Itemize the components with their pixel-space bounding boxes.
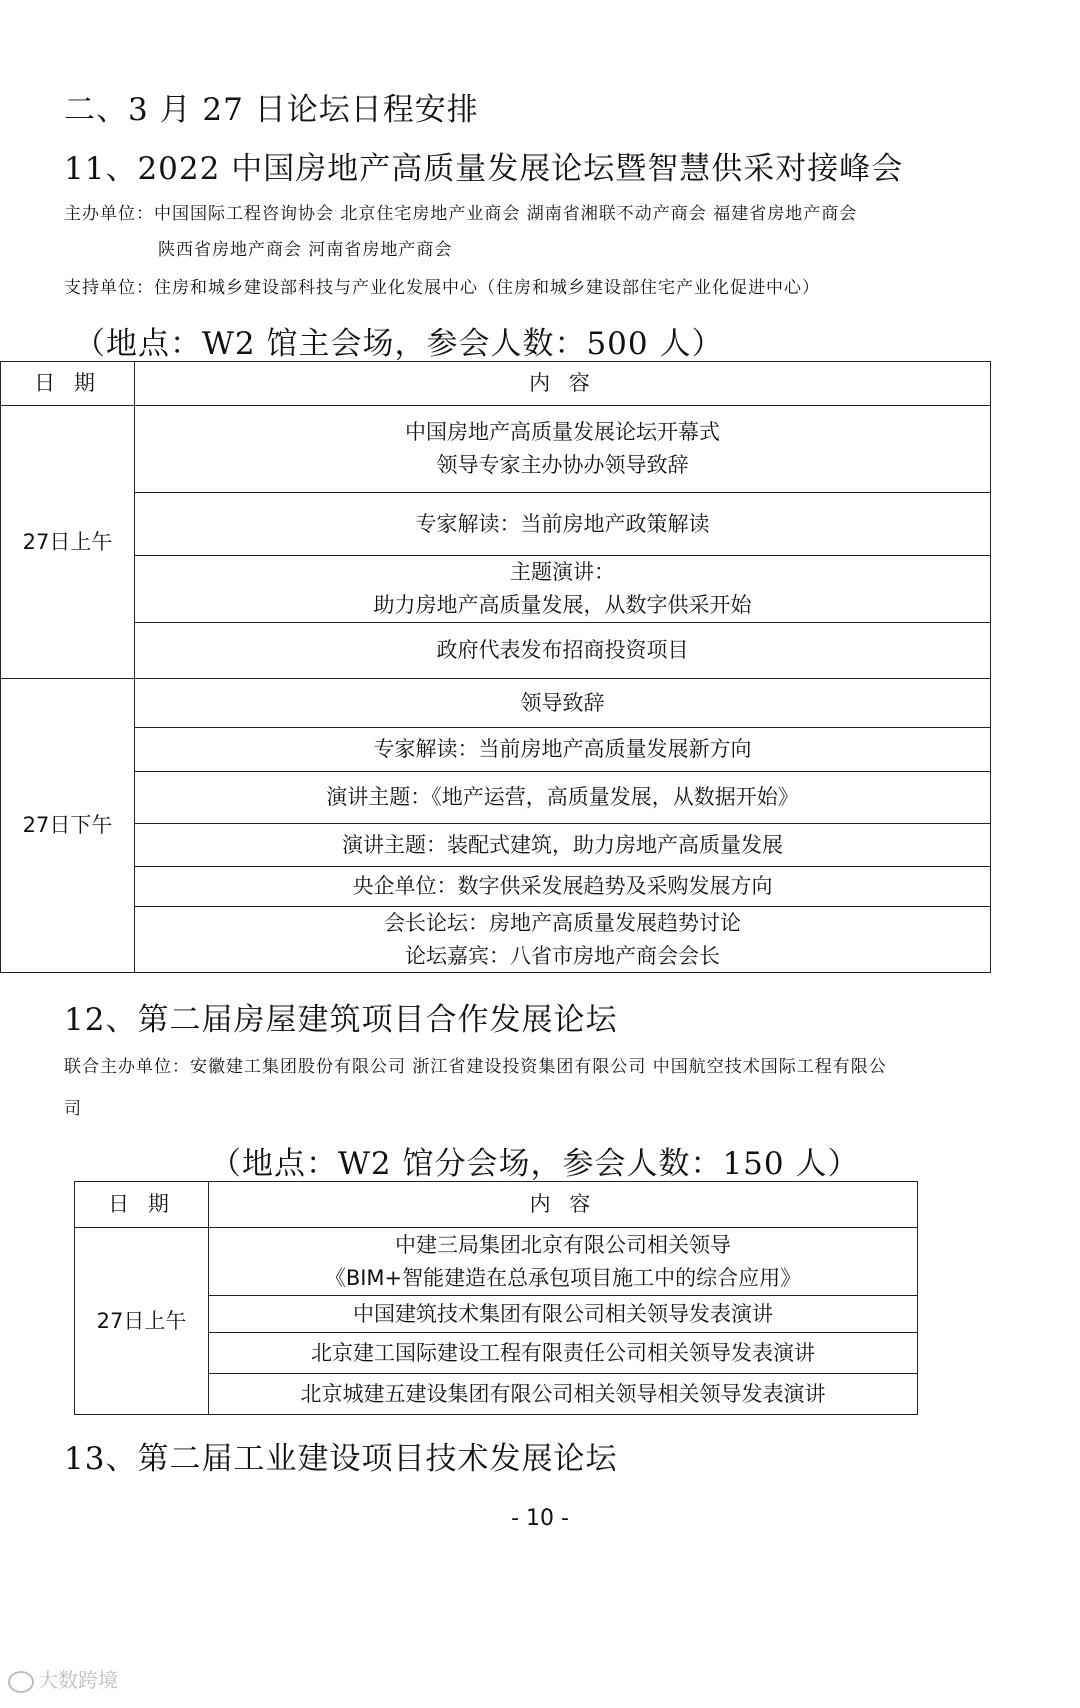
col-content-header: 内 容	[135, 362, 991, 406]
forum12-location: （地点：W2 馆分会场，参会人数：150 人）	[210, 1146, 860, 1182]
content-cell: 会长论坛：房地产高质量发展趋势讨论 论坛嘉宾：八省市房地产商会会长	[135, 907, 991, 973]
morning-date-cell: 27日上午	[1, 406, 135, 679]
forum11-hosts: 中国国际工程咨询协会 北京住宅房地产业商会 湖南省湘联不动产商会 福建省房地产商会	[154, 204, 858, 224]
forum11-support-line	[64, 273, 820, 298]
watermark-text: 大数跨境	[38, 1668, 118, 1692]
content-cell: 演讲主题：装配式建筑，助力房地产高质量发展	[135, 824, 991, 867]
page-number: - 10 -	[511, 1506, 569, 1531]
forum13-title: 13、第二届工业建设项目技术发展论坛	[64, 1441, 618, 1477]
col-date-header: 日 期	[75, 1182, 209, 1228]
table-row	[1, 824, 991, 867]
table-row	[1, 728, 991, 772]
content-cell: 央企单位：数字供采发展趋势及采购发展方向	[135, 867, 991, 907]
content-cell: 主题演讲： 助力房地产高质量发展，从数字供采开始	[135, 556, 991, 623]
table-row	[1, 772, 991, 824]
watermark	[8, 1664, 118, 1693]
table-row	[1, 493, 991, 556]
table-row	[1, 623, 991, 679]
content-cell: 北京建工国际建设工程有限责任公司相关领导发表演讲	[209, 1333, 918, 1374]
forum11-support: 住房和城乡建设部科技与产业化发展中心（住房和城乡建设部住宅产业化促进中心）	[154, 278, 820, 298]
morning-date-cell: 27日上午	[75, 1228, 209, 1415]
table-row	[75, 1228, 918, 1296]
table-row	[1, 556, 991, 623]
content-cell: 领导致辞	[135, 679, 991, 728]
content-cell: 中国建筑技术集团有限公司相关领导发表演讲	[209, 1296, 918, 1333]
table-row	[1, 679, 991, 728]
afternoon-date-cell: 27日下午	[1, 679, 135, 973]
section-title: 二、3 月 27 日论坛日程安排	[64, 92, 479, 128]
forum12-hosts-line1: 联合主办单位：安徽建工集团股份有限公司 浙江省建设投资集团有限公司 中国航空技术国际工程有限公	[64, 1057, 887, 1077]
content-cell: 专家解读：当前房地产政策解读	[135, 493, 991, 556]
forum12-hosts-line2: 司	[64, 1099, 82, 1119]
forum11-location: （地点：W2 馆主会场，参会人数：500 人）	[74, 326, 724, 362]
table-row	[1, 907, 991, 973]
content-cell: 中国房地产高质量发展论坛开幕式 领导专家主办协办领导致辞	[135, 406, 991, 493]
content-cell: 演讲主题：《地产运营，高质量发展，从数据开始》	[135, 772, 991, 824]
table-header-row	[1, 362, 991, 406]
forum11-host-label: 主办单位：	[64, 204, 154, 224]
content-cell: 中建三局集团北京有限公司相关领导 《BIM+智能建造在总承包项目施工中的综合应用》	[209, 1228, 918, 1296]
forum11-schedule-table	[0, 361, 991, 973]
table-row	[1, 406, 991, 493]
table-header-row	[75, 1182, 918, 1228]
forum11-hosts-line2: 陕西省房地产商会 河南省房地产商会	[158, 240, 453, 260]
content-cell: 政府代表发布招商投资项目	[135, 623, 991, 679]
content-cell: 北京城建五建设集团有限公司相关领导相关领导发表演讲	[209, 1374, 918, 1415]
watermark-logo-icon	[8, 1671, 34, 1693]
forum11-hosts-line1	[64, 199, 857, 224]
col-date-header: 日 期	[1, 362, 135, 406]
col-content-header: 内 容	[209, 1182, 918, 1228]
forum11-title: 11、2022 中国房地产高质量发展论坛暨智慧供采对接峰会	[64, 151, 904, 187]
forum11-support-label: 支持单位：	[64, 278, 154, 298]
forum12-title: 12、第二届房屋建筑项目合作发展论坛	[64, 1002, 618, 1038]
forum12-schedule-table	[74, 1181, 918, 1415]
content-cell: 专家解读：当前房地产高质量发展新方向	[135, 728, 991, 772]
table-row	[1, 867, 991, 907]
